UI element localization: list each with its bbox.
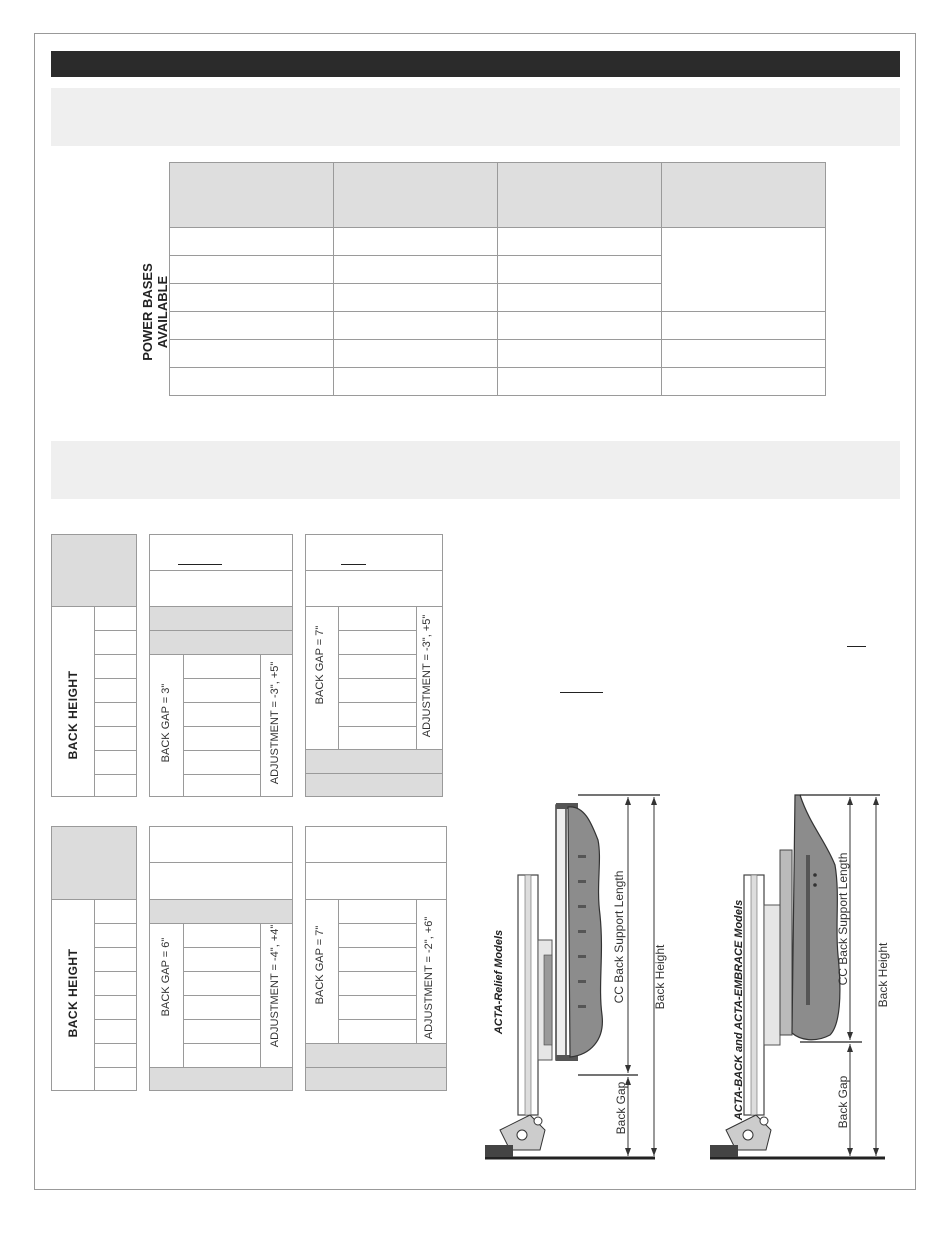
adjustment-label-1: ADJUSTMENT = -3", +5" <box>269 661 281 785</box>
back-gap-label-1: BACK GAP = 3" <box>160 683 172 763</box>
relief-back-gap-label: Back Gap <box>614 1081 628 1135</box>
power-bases-table <box>169 162 826 396</box>
adjustment-label-4: ADJUSTMENT = -2", +6" <box>423 916 435 1040</box>
text-underline-2 <box>560 692 603 693</box>
back-gap-label-3: BACK GAP = 6" <box>160 937 172 1017</box>
back-height-table-2 <box>51 826 137 1091</box>
header-bar <box>51 51 900 77</box>
section-band-middle <box>51 441 900 499</box>
back-height-table-1 <box>51 534 137 797</box>
acta-back-embrace-title: ACTA-BACK and ACTA-EMBRACE Models <box>733 899 745 1121</box>
relief-back-height-label: Back Height <box>653 944 667 1010</box>
embrace-back-gap-label: Back Gap <box>836 1075 850 1129</box>
adjustment-label-3: ADJUSTMENT = -4", +4" <box>269 924 281 1048</box>
embrace-cc-length-label: CC Back Support Length <box>836 852 850 986</box>
back-height-label-1: BACK HEIGHT <box>66 670 80 760</box>
acta-back-embrace-diagram <box>700 785 900 1175</box>
section-band-top <box>51 88 900 146</box>
back-height-label-2: BACK HEIGHT <box>66 948 80 1038</box>
back-gap-label-2: BACK GAP = 7" <box>314 625 326 705</box>
text-underline-1 <box>847 646 866 647</box>
adjustment-label-2: ADJUSTMENT = -3", +5" <box>421 614 433 738</box>
acta-relief-title: ACTA-Relief Models <box>493 929 505 1035</box>
relief-cc-length-label: CC Back Support Length <box>612 870 626 1004</box>
power-bases-label: POWER BASES AVAILABLE <box>140 263 170 361</box>
embrace-back-height-label: Back Height <box>876 942 890 1008</box>
back-gap-label-4: BACK GAP = 7" <box>314 925 326 1005</box>
